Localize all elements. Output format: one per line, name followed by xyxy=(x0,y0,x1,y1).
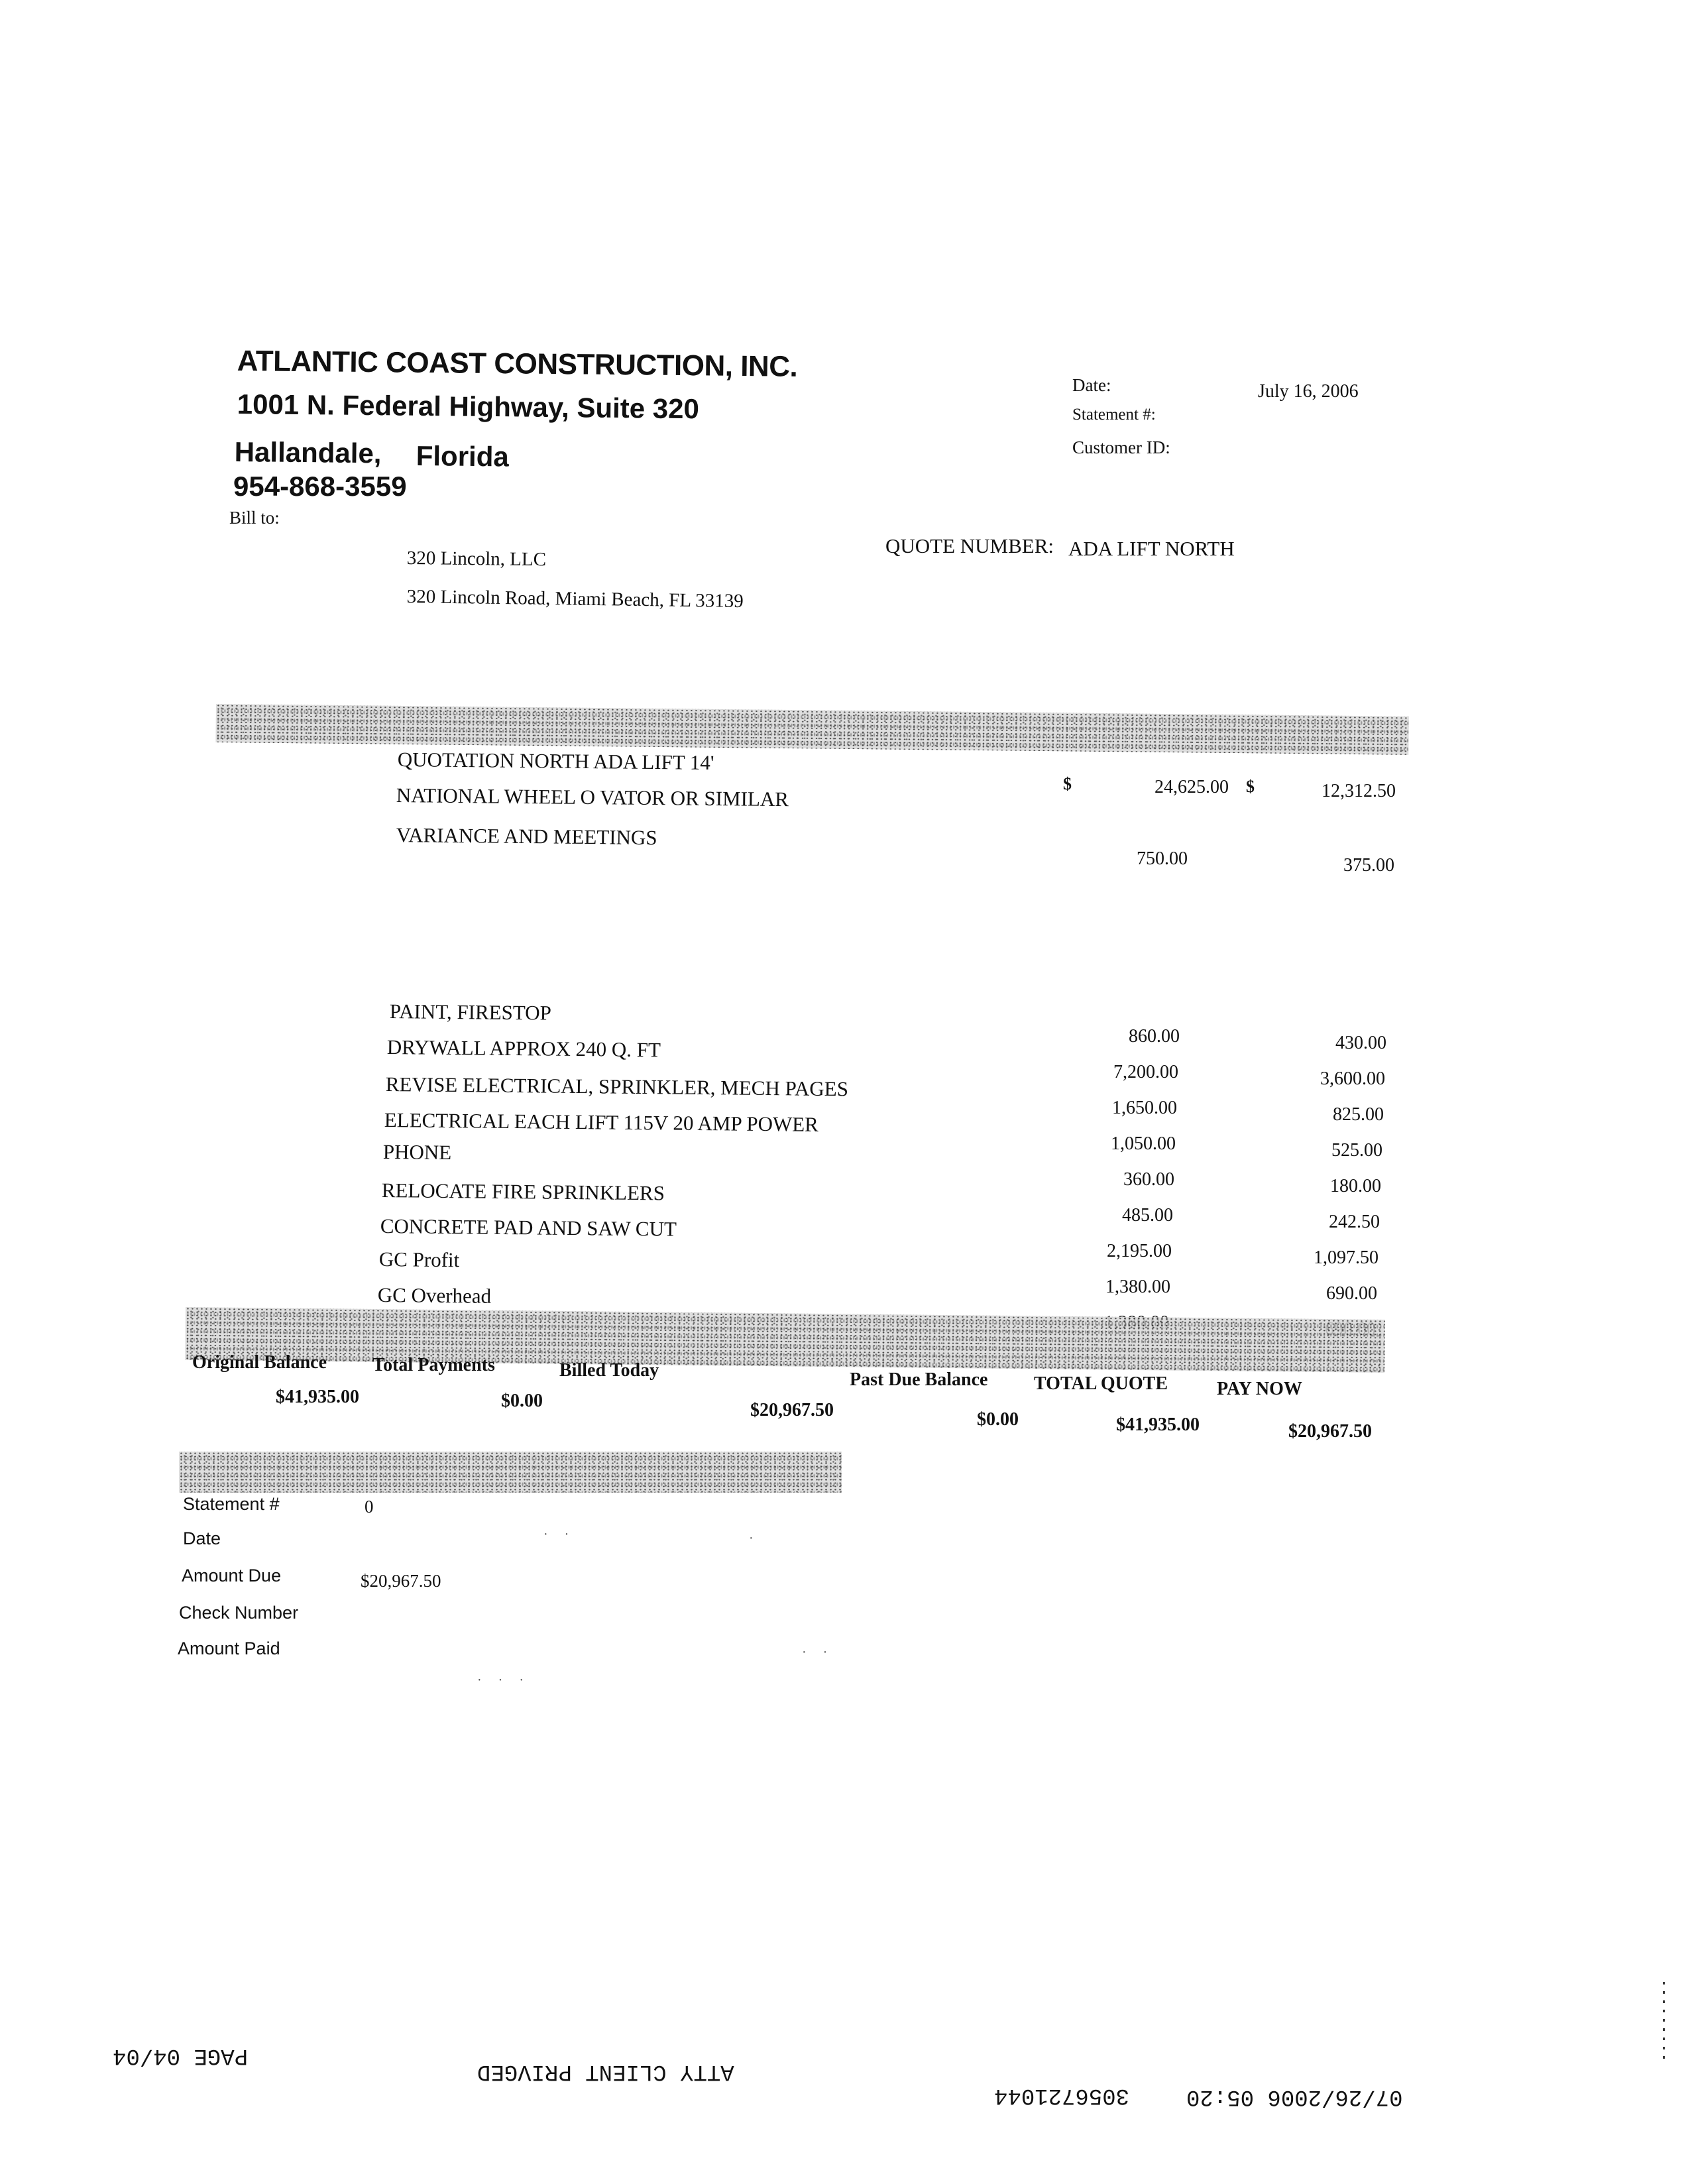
line-item-half: 12,312.50 xyxy=(1322,781,1396,801)
dollar-sign: $ xyxy=(1063,774,1072,793)
summary-original-balance: $41,935.00 xyxy=(276,1387,359,1407)
summary-header-total-payments: Total Payments xyxy=(372,1355,495,1375)
line-item-amount: 860.00 xyxy=(1129,1026,1180,1047)
scan-edge-marks xyxy=(1663,1982,1665,2061)
line-item-desc: CONCRETE PAD AND SAW CUT xyxy=(380,1214,677,1241)
line-item-half: 690.00 xyxy=(1326,1283,1377,1304)
line-item-desc: REVISE ELECTRICAL, SPRINKLER, MECH PAGES xyxy=(385,1072,849,1101)
line-item-desc: RELOCATE FIRE SPRINKLERS xyxy=(381,1178,665,1205)
line-item-amount: 24,625.00 xyxy=(1155,777,1229,797)
summary-past-due: $0.00 xyxy=(977,1409,1019,1430)
fax-noise-bar xyxy=(215,704,1409,755)
dollar-sign: $ xyxy=(1246,777,1255,796)
fax-number: 3056721044 xyxy=(994,2083,1130,2108)
summary-total-payments: $0.00 xyxy=(501,1391,543,1411)
date-value: July 16, 2006 xyxy=(1258,381,1359,402)
line-item-half: 825.00 xyxy=(1333,1104,1384,1125)
company-state: Florida xyxy=(416,440,510,473)
fax-noise-bar xyxy=(185,1307,1385,1373)
line-item-half: 375.00 xyxy=(1343,855,1394,876)
line-item-desc: GC Overhead xyxy=(377,1283,492,1308)
line-item-amount: 1,380.00 xyxy=(1105,1277,1170,1297)
summary-billed-today: $20,967.50 xyxy=(750,1400,834,1420)
scan-dots: · · xyxy=(543,1527,576,1542)
line-item-amount: 1,650.00 xyxy=(1112,1098,1177,1118)
line-item-desc: NATIONAL WHEEL O VATOR OR SIMILAR xyxy=(396,783,789,811)
line-item-half: 180.00 xyxy=(1330,1176,1381,1196)
line-item-half: 525.00 xyxy=(1331,1140,1382,1161)
fax-privilege-notice: ATTY CLIENT PRIVGED xyxy=(477,2059,734,2084)
bill-to-label: Bill to: xyxy=(229,508,280,528)
summary-header-past-due: Past Due Balance xyxy=(850,1369,988,1390)
summary-header-billed-today: Billed Today xyxy=(559,1360,659,1381)
summary-pay-now: $20,967.50 xyxy=(1288,1421,1372,1442)
bill-to-address: 320 Lincoln Road, Miami Beach, FL 33139 xyxy=(406,586,744,612)
line-item-amount: 360.00 xyxy=(1123,1169,1174,1190)
line-item-half: 242.50 xyxy=(1329,1212,1380,1232)
line-item-desc: PAINT, FIRESTOP xyxy=(389,1000,552,1025)
stub-amount-due-label: Amount Due xyxy=(182,1566,282,1585)
company-city: Hallandale, xyxy=(234,436,382,469)
line-item-desc: QUOTATION NORTH ADA LIFT 14' xyxy=(397,748,714,775)
line-item-amount: 2,195.00 xyxy=(1107,1241,1172,1261)
quote-number-value: ADA LIFT NORTH xyxy=(1068,537,1235,560)
line-item-amount: 1,050.00 xyxy=(1111,1133,1176,1154)
line-item-amount: 7,200.00 xyxy=(1113,1062,1178,1082)
line-item-desc: GC Profit xyxy=(378,1247,460,1272)
fax-datetime: 07/26/2006 05:20 xyxy=(1186,2084,1403,2109)
fax-noise-bar xyxy=(179,1452,842,1493)
line-item-half: 1,097.50 xyxy=(1314,1247,1379,1268)
line-item-half: 3,600.00 xyxy=(1320,1068,1385,1089)
summary-header-pay-now: PAY NOW xyxy=(1217,1379,1302,1399)
stub-amount-due-value: $20,967.50 xyxy=(361,1571,441,1591)
line-item-amount: 750.00 xyxy=(1137,848,1188,869)
fax-page-number: PAGE 04/04 xyxy=(113,2043,249,2068)
stub-statement-value: 0 xyxy=(365,1497,374,1517)
date-label: Date: xyxy=(1072,375,1111,395)
line-item-desc: VARIANCE AND MEETINGS xyxy=(396,823,657,850)
scan-dots: · · · xyxy=(477,1673,530,1688)
customer-id-label: Customer ID: xyxy=(1072,437,1170,457)
line-item-amount: 485.00 xyxy=(1122,1205,1173,1226)
line-item-half: 430.00 xyxy=(1335,1033,1386,1053)
stub-amount-paid-label: Amount Paid xyxy=(178,1638,280,1658)
line-item-desc: ELECTRICAL EACH LIFT 115V 20 AMP POWER xyxy=(384,1108,819,1136)
bill-to-name: 320 Lincoln, LLC xyxy=(406,547,547,571)
company-address: 1001 N. Federal Highway, Suite 320 xyxy=(237,388,700,425)
scan-dots: · · xyxy=(802,1645,834,1660)
line-item-desc: PHONE xyxy=(382,1140,452,1165)
scan-dots: · xyxy=(749,1531,760,1546)
company-phone: 954-868-3559 xyxy=(233,471,407,502)
summary-total-quote: $41,935.00 xyxy=(1116,1414,1200,1435)
stub-date-label: Date xyxy=(183,1528,221,1548)
company-name: ATLANTIC COAST CONSTRUCTION, INC. xyxy=(237,345,798,383)
line-item-desc: DRYWALL APPROX 240 Q. FT xyxy=(386,1035,661,1062)
quote-number-label: QUOTE NUMBER: xyxy=(885,534,1054,557)
summary-header-total-quote: TOTAL QUOTE xyxy=(1034,1373,1168,1394)
summary-header-original-balance: Original Balance xyxy=(192,1352,327,1373)
stub-check-number-label: Check Number xyxy=(179,1603,299,1623)
statement-label: Statement #: xyxy=(1072,406,1156,424)
stub-statement-label: Statement # xyxy=(183,1494,280,1514)
